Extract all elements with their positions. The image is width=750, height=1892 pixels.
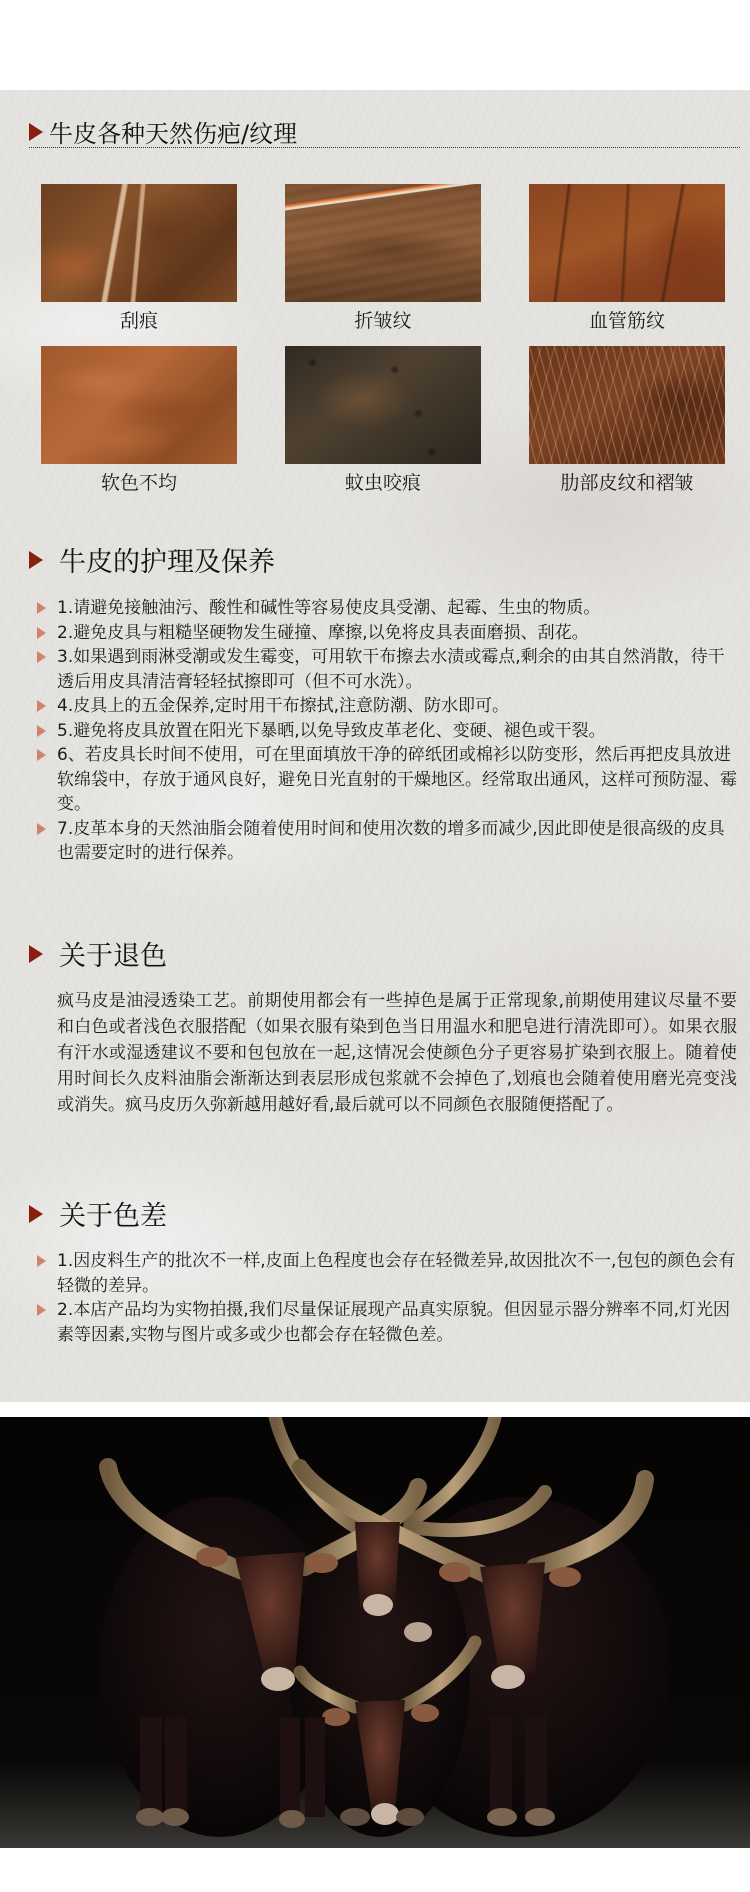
color-diff-list (37, 1249, 737, 1347)
section-fading-title: 关于退色 (59, 941, 167, 972)
section-color-diff-header (29, 1194, 167, 1233)
bullet-arrow-icon (37, 602, 46, 614)
list-item: 4.皮具上的五金保养,定时用干布擦拭,注意防潮、防水即可。 (37, 694, 737, 719)
thumb-label: 折皱纹 (354, 310, 412, 332)
triangle-arrow-icon (29, 123, 43, 141)
thumb-label: 刮痕 (119, 310, 158, 332)
section-damage-title: 牛皮各种天然伤疤/纹理 (49, 120, 298, 148)
section-care-title: 牛皮的护理及保养 (59, 547, 275, 578)
list-item: 7.皮革本身的天然油脂会随着使用时间和使用次数的增多而减少,因此即使是很高级的皮具也需要定时的进行保养。 (37, 817, 737, 866)
triangle-arrow-icon (29, 1205, 43, 1223)
list-item: 1.请避免接触油污、酸性和碱性等容易使皮具受潮、起霉、生虫的物质。 (37, 596, 737, 621)
list-item: 2.避免皮具与粗糙坚硬物发生碰撞、摩擦,以免将皮具表面磨损、刮花。 (37, 621, 737, 646)
section-color-diff-title: 关于色差 (59, 1201, 167, 1232)
bullet-arrow-icon (37, 1304, 46, 1316)
list-item: 3.如果遇到雨淋受潮或发生霉变，可用软干布擦去水渍或霉点,剩余的由其自然消散，待干透后用皮具清洁膏轻轻拭擦即可（但不可水洗）。 (37, 645, 737, 694)
uneven-color-leather-photo (41, 346, 237, 464)
insect-bite-leather-photo (285, 346, 481, 464)
bullet-arrow-icon (37, 700, 46, 712)
rib-grain-wrinkle-leather-photo (529, 346, 725, 464)
scratch-leather-photo (41, 184, 237, 302)
thumb-label: 血管筋纹 (588, 310, 665, 332)
triangle-arrow-icon (29, 945, 43, 963)
triangle-arrow-icon (29, 551, 43, 569)
section-care-header (29, 540, 275, 579)
list-item: 1.因皮料生产的批次不一样,皮面上色程度也会存在轻微差异,故因批次不一,包包的颜色会有轻微的差异。 (37, 1249, 737, 1298)
dotted-divider (29, 147, 740, 148)
care-tips-list (37, 596, 737, 866)
bullet-arrow-icon (37, 823, 46, 835)
bullet-arrow-icon (37, 627, 46, 639)
fold-wrinkle-leather-photo (285, 184, 481, 302)
vein-mark-leather-photo (529, 184, 725, 302)
section-fading-header (29, 934, 167, 973)
fading-paragraph: 疯马皮是油浸透染工艺。前期使用都会有一些掉色是属于正常现象,前期使用建议尽量不要和白色或者浅色衣服搭配（如果衣服有染到色当日用温水和肥皂进行清洗即可）。如果衣服有汗水或湿透建议不要和包包放在一起,这情况会使颜色分子更容易扩染到衣服上。随着使用时间长久皮料油脂会渐渐达到表层形成包浆就不会掉色了,划痕也会随着使用磨光亮变浅或消失。疯马皮历久弥新越用越好看,最后就可以不同颜色衣服随便搭配了。 (57, 991, 737, 1115)
bullet-arrow-icon (37, 651, 46, 663)
list-item: 2.本店产品均为实物拍摄,我们尽量保证展现产品真实原貌。但因显示器分辨率不同,灯光因素等因素,实物与图片或多或少也都会存在轻微色差。 (37, 1298, 737, 1347)
list-item: 6、若皮具长时间不使用，可在里面填放干净的碎纸团或棉衫以防变形，然后再把皮具放进软绵袋中，存放于通风良好，避免日光直射的干燥地区。经常取出通风，这样可预防湿、霉变。 (37, 743, 737, 817)
list-item: 5.避免将皮具放置在阳光下暴晒,以免导致皮革老化、变硬、褪色或干裂。 (37, 719, 737, 744)
thumb-label: 软色不均 (100, 472, 177, 494)
thumb-label: 蚊虫咬痕 (344, 472, 421, 494)
section-damage-header (29, 114, 297, 149)
bullet-arrow-icon (37, 725, 46, 737)
bullet-arrow-icon (37, 1255, 46, 1267)
cattle-illustration (0, 1417, 750, 1848)
bullet-arrow-icon (37, 749, 46, 761)
thumb-label: 肋部皮纹和褶皱 (560, 472, 694, 494)
long-horned-cattle-photo (0, 1417, 750, 1848)
